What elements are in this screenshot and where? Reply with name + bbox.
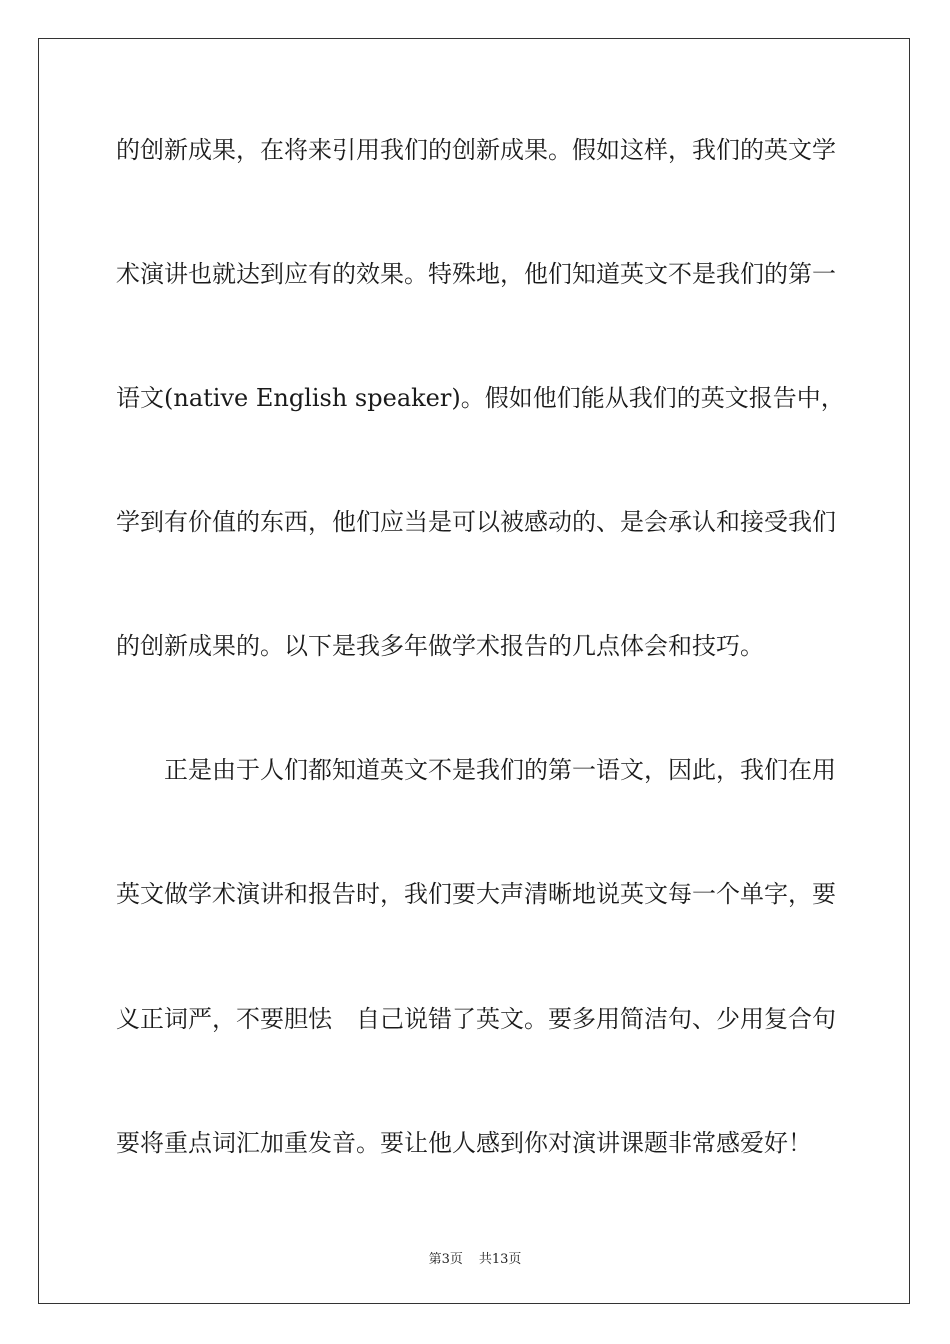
paragraph-line: 语文(native English speaker)。假如他们能从我们的英文报告中， xyxy=(116,384,845,412)
page-footer xyxy=(0,1248,950,1267)
paragraph-line: 学到有价值的东西，他们应当是可以被感动的、是会承认和接受我们 xyxy=(116,508,836,536)
total-pages: 共13页 xyxy=(478,1252,522,1267)
paragraph-line: 的创新成果的。以下是我多年做学术报告的几点体会和技巧。 xyxy=(116,632,764,660)
paragraph-line: 英文做学术演讲和报告时，我们要大声清晰地说英文每一个单字，要 xyxy=(116,880,836,908)
page-number: 第3页 xyxy=(428,1252,463,1267)
paragraph-line: 术演讲也就达到应有的效果。特殊地，他们知道英文不是我们的第一 xyxy=(116,260,836,288)
paragraph-line: 义正词严，不要胆怯 自己说错了英文。要多用简洁句、少用复合句 xyxy=(116,1005,836,1033)
paragraph-line: 的创新成果，在将来引用我们的创新成果。假如这样，我们的英文学 xyxy=(116,136,836,164)
paragraph-line: 正是由于人们都知道英文不是我们的第一语文，因此，我们在用 xyxy=(116,756,836,784)
page-border xyxy=(38,38,910,1304)
paragraph-line: 要将重点词汇加重发音。要让他人感到你对演讲课题非常感爱好！ xyxy=(116,1129,812,1157)
